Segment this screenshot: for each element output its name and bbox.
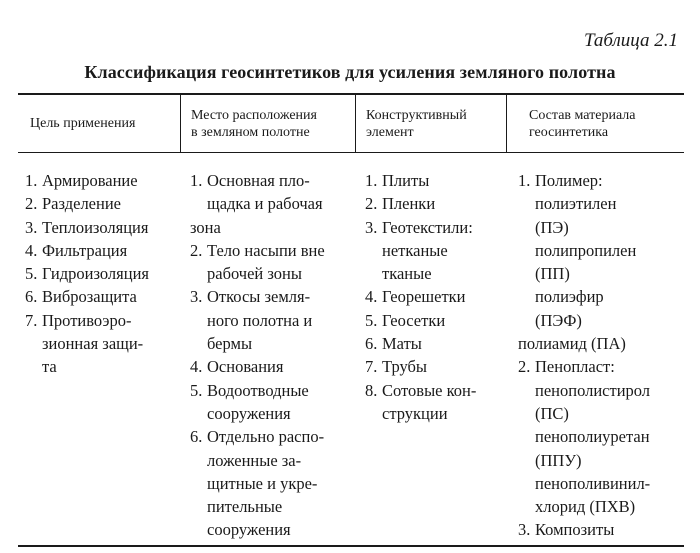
list-item <box>518 449 650 472</box>
item-text: Полимер: <box>535 171 603 190</box>
list-item <box>518 472 650 495</box>
list-item <box>518 309 650 332</box>
list-item <box>365 285 476 308</box>
item-text: Теплоизоляция <box>42 217 149 237</box>
list-item <box>190 449 325 472</box>
list-item <box>190 355 325 378</box>
item-text: бермы <box>207 334 253 354</box>
header-line: в земляном полотне <box>191 124 310 140</box>
item-number: 1. <box>190 171 203 190</box>
header-line: Место расположения <box>191 107 317 123</box>
list-item <box>518 425 650 448</box>
item-text: рабочей зоны <box>207 264 302 284</box>
item-text: Основная пло- <box>207 171 310 190</box>
item-text: Пенопласт: <box>535 357 615 377</box>
item-text: Основания <box>207 357 284 377</box>
item-text: полиамид (ПА) <box>518 334 626 354</box>
list-item <box>190 216 325 239</box>
list-item <box>25 332 149 355</box>
item-text: струкции <box>382 403 448 423</box>
item-number: 6. <box>190 427 203 447</box>
header-line: геосинтетика <box>529 124 609 140</box>
table-header-rule <box>18 152 684 153</box>
item-number: 1. <box>25 171 38 190</box>
column-purpose <box>25 169 149 379</box>
list-item <box>190 402 325 425</box>
header-divider-3 <box>506 95 507 152</box>
list-item <box>25 262 149 285</box>
list-item <box>25 355 149 378</box>
item-text: Разделение <box>42 194 121 214</box>
list-item <box>190 472 325 495</box>
table-title: Классификация геосинтетиков для усиления земляного полотна <box>84 62 616 82</box>
item-number: 3. <box>518 520 531 540</box>
list-item <box>365 402 476 425</box>
item-number: 3. <box>190 287 203 307</box>
item-number: 7. <box>25 310 38 330</box>
item-text: ложенные за- <box>207 450 302 470</box>
item-number: 1. <box>365 171 378 190</box>
item-text: Геотекстили: <box>382 217 473 237</box>
list-item <box>25 285 149 308</box>
list-item <box>190 262 325 285</box>
item-text: сооружения <box>207 403 291 423</box>
item-number: 2. <box>518 357 531 377</box>
item-text: пенополиуретан <box>535 427 650 447</box>
list-item <box>518 355 650 378</box>
list-item <box>190 239 325 262</box>
list-item <box>518 402 650 425</box>
list-item <box>25 309 149 332</box>
item-text: Трубы <box>382 357 427 377</box>
list-item <box>518 192 650 215</box>
column-element <box>365 169 476 425</box>
item-text: Противоэро- <box>42 310 132 330</box>
item-text: Плиты <box>382 171 430 190</box>
item-number: 6. <box>365 334 378 354</box>
list-item <box>365 262 476 285</box>
list-item <box>190 518 325 541</box>
table-bottom-rule <box>18 545 684 547</box>
header-divider-2 <box>355 95 356 152</box>
item-number: 2. <box>190 240 203 260</box>
item-text: та <box>42 357 57 377</box>
list-item <box>365 216 476 239</box>
item-text: зона <box>190 217 221 237</box>
list-item <box>518 262 650 285</box>
header-element <box>366 95 506 152</box>
list-item <box>518 495 650 518</box>
item-text: Композиты <box>535 520 615 540</box>
item-text: нетканые <box>382 240 448 260</box>
item-text: Виброзащита <box>42 287 137 307</box>
item-text: Сотовые кон- <box>382 380 477 400</box>
item-text: хлорид (ПХВ) <box>535 497 636 517</box>
list-item <box>25 239 149 262</box>
list-item <box>518 216 650 239</box>
table-caption: Таблица 2.1 <box>584 30 678 51</box>
item-text: пенополистирол <box>535 380 651 400</box>
header-line: элемент <box>366 124 414 140</box>
item-text: щитные и укре- <box>207 473 318 493</box>
item-text: сооружения <box>207 520 291 540</box>
item-text: полипропилен <box>535 240 637 260</box>
item-text: полиэфир <box>535 287 604 307</box>
item-text: Георешетки <box>382 287 466 307</box>
list-item <box>365 192 476 215</box>
list-item <box>365 309 476 332</box>
list-item <box>365 239 476 262</box>
item-number: 6. <box>25 287 38 307</box>
item-text: (ПП) <box>535 264 570 284</box>
list-item <box>190 285 325 308</box>
header-purpose <box>30 95 180 152</box>
header-line: Цель применения <box>30 116 136 131</box>
list-item <box>518 239 650 262</box>
item-text: пенополивинил- <box>535 473 651 493</box>
list-item <box>25 192 149 215</box>
item-text: зионная защи- <box>42 334 144 354</box>
item-number: 2. <box>25 194 38 214</box>
item-number: 4. <box>190 357 203 377</box>
list-item <box>25 216 149 239</box>
item-text: (ПС) <box>535 403 569 423</box>
list-item <box>190 192 325 215</box>
item-text: Армирование <box>42 171 138 190</box>
item-number: 2. <box>365 194 378 214</box>
item-number: 1. <box>518 171 531 190</box>
list-item <box>190 425 325 448</box>
item-text: щадка и рабочая <box>207 194 323 214</box>
list-item <box>190 495 325 518</box>
item-text: пительные <box>207 497 283 517</box>
item-number: 5. <box>365 310 378 330</box>
item-number: 3. <box>365 217 378 237</box>
header-line: Конструктивный <box>366 107 467 123</box>
item-number: 8. <box>365 380 378 400</box>
item-text: Геосетки <box>382 310 446 330</box>
header-line: Состав материала <box>529 107 636 123</box>
item-text: Откосы земля- <box>207 287 311 307</box>
item-text: полиэтилен <box>535 194 617 214</box>
item-text: ного полотна и <box>207 310 313 330</box>
item-number: 3. <box>25 217 38 237</box>
header-location <box>191 95 355 152</box>
item-text: Тело насыпи вне <box>207 240 325 260</box>
list-item <box>518 379 650 402</box>
item-text: (ППУ) <box>535 450 582 470</box>
item-text: Гидроизоляция <box>42 264 149 284</box>
list-item <box>365 355 476 378</box>
item-number: 5. <box>190 380 203 400</box>
header-material <box>529 95 684 152</box>
item-text: Маты <box>382 334 422 354</box>
list-item <box>190 332 325 355</box>
list-item <box>190 309 325 332</box>
item-text: Пленки <box>382 194 436 214</box>
item-text: Водоотводные <box>207 380 309 400</box>
item-number: 7. <box>365 357 378 377</box>
item-number: 4. <box>25 240 38 260</box>
item-number: 5. <box>25 264 38 284</box>
list-item <box>190 169 325 192</box>
header-divider-1 <box>180 95 181 152</box>
item-number: 4. <box>365 287 378 307</box>
list-item <box>518 285 650 308</box>
list-item <box>365 332 476 355</box>
list-item <box>25 169 149 192</box>
list-item <box>190 379 325 402</box>
item-text: Отдельно распо- <box>207 427 325 447</box>
list-item <box>518 518 650 541</box>
item-text: тканые <box>382 264 432 284</box>
column-material <box>518 169 650 542</box>
item-text: (ПЭФ) <box>535 310 582 330</box>
list-item <box>518 332 650 355</box>
list-item <box>518 169 650 192</box>
list-item <box>365 379 476 402</box>
item-text: Фильтрация <box>42 240 128 260</box>
item-text: (ПЭ) <box>535 217 569 237</box>
list-item <box>365 169 476 192</box>
column-location <box>190 169 325 542</box>
